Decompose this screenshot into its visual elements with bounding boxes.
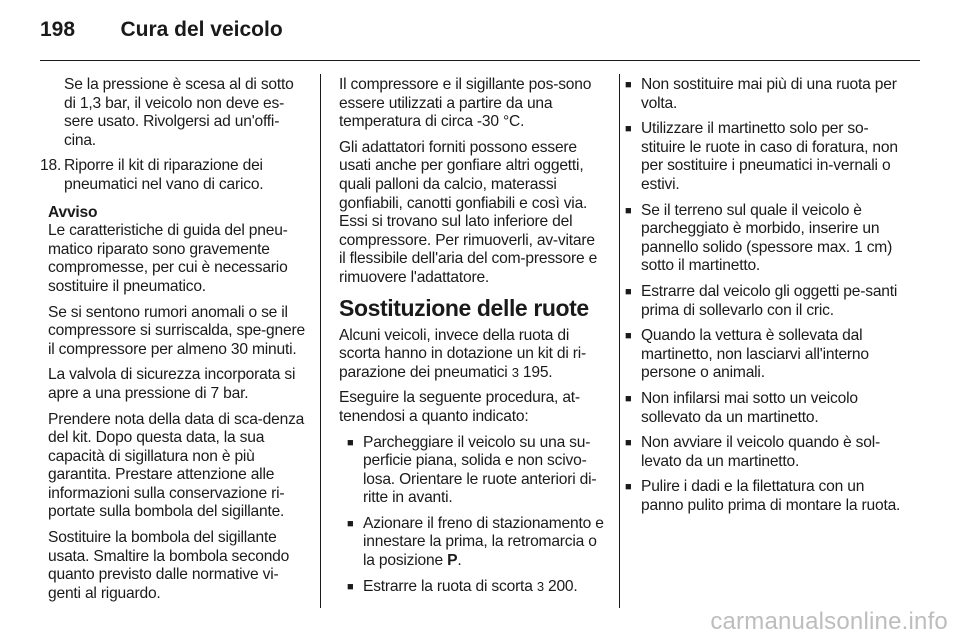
list-item-text-part: Estrarre la ruota di scorta <box>363 577 533 595</box>
bullet-icon: ■ <box>625 285 632 298</box>
bullet-icon: ■ <box>625 437 632 450</box>
note-paragraph: La valvola di sicurezza incorporata si apre a una pressione di 7 bar. <box>48 366 296 402</box>
list-item-text <box>363 515 605 571</box>
step-number: 18. <box>40 157 62 175</box>
list-item-text: Parcheggiare il veicolo su una su-perficie piana, solida e non scivo-losa. Orientare le ruote anteriori di-ritte in avanti. <box>363 433 597 507</box>
note-block <box>40 204 306 604</box>
page-title: Cura del veicolo <box>120 18 283 41</box>
column-divider <box>320 74 321 608</box>
list-item-text: Se il terreno sul quale il veicolo è parcheggiato è morbido, inserire un pannello solido (spessore max. 1 cm) sotto il martinetto. <box>641 201 893 275</box>
column-right <box>625 76 903 522</box>
list-item <box>625 327 903 383</box>
page-header <box>40 18 283 48</box>
list-item <box>625 478 903 515</box>
bullet-icon: ■ <box>625 123 632 136</box>
column-middle <box>339 76 605 603</box>
list-item-text: Utilizzare il martinetto solo per so-stituire le ruote in caso di foratura, non per sostituire i pneumatici in-vernali o estivi. <box>641 120 898 193</box>
page-ref: 200. <box>547 577 578 595</box>
bullet-icon: ■ <box>625 392 632 405</box>
column-left <box>40 76 306 610</box>
note-paragraph: Le caratteristiche di guida del pneu-matico riparato sono gravemente compromesse, per cui è necessario sostituire il pneumatico. <box>48 222 288 295</box>
page-number: 198 <box>40 18 76 41</box>
procedure-paragraph: Eseguire la seguente procedura, at-tenendosi a quanto indicato: <box>339 389 580 425</box>
list-item <box>625 202 903 276</box>
list-item-text: Non infilarsi mai sotto un veicolo sollevato da un martinetto. <box>641 389 858 426</box>
list-item <box>625 390 903 427</box>
procedure-list <box>339 434 605 597</box>
list-item <box>625 120 903 194</box>
paragraph: Gli adattatori forniti possono essere usati anche per gonfiare altri oggetti, quali palloni da calcio, materassi gonfiabili, canotti gonfiabili e così via. Essi si trovano sul lato inferiore del compressore. Per rimuoverli, av-vitare il flessibile dell'aria del com-pressore e rimuovere l'adattatore. <box>339 138 598 286</box>
list-item <box>347 434 605 508</box>
list-item <box>625 283 903 320</box>
list-item-text: Estrarre dal veicolo gli oggetti pe-santi prima di sollevarlo con il cric. <box>641 282 898 319</box>
watermark: carmanualsonline.info <box>710 608 948 635</box>
bullet-icon: ■ <box>347 436 354 449</box>
list-item-text <box>363 578 578 597</box>
list-item-text-part: Azionare il freno di stazionamento e innestare la prima, la retromarcia o la posizione <box>363 514 604 570</box>
bullet-icon: ■ <box>625 79 632 91</box>
note-title: Avviso <box>48 203 98 221</box>
step-continuation: Se la pressione è scesa al di sotto di 1,3 bar, il veicolo non deve es-sere usato. Rivolgersi ad un'offi-cina. <box>64 76 294 149</box>
intro-text: Alcuni veicoli, invece della ruota di scorta hanno in dotazione un kit di ri-parazione dei pneumatici <box>339 326 587 381</box>
list-item-text-end: . <box>457 552 462 570</box>
list-item-text: Quando la vettura è sollevata dal martinetto, non lasciarvi all'interno persone o animali. <box>641 327 869 382</box>
list-item <box>625 76 903 113</box>
note-paragraph: Sostituire la bombola del sigillante usata. Smaltire la bombola secondo quanto previsto dalle normative vi-genti al riguardo. <box>48 529 290 602</box>
bullet-icon: ■ <box>625 204 632 217</box>
step-text: Riporre il kit di riparazione dei pneumatici nel vano di carico. <box>64 157 264 193</box>
step-18 <box>40 157 306 194</box>
note-paragraph: Prendere nota della data di sca-denza del kit. Dopo questa data, la sua capacità di sigillatura non è più garantita. Prestare attenzione alle informazioni sulla conservazione ri-portate sulla bombola del sigillante. <box>48 410 305 521</box>
intro-paragraph <box>339 327 605 383</box>
list-item <box>347 578 605 597</box>
section-heading: Sostituzione delle ruote <box>339 294 589 321</box>
page-ref: 195. <box>522 363 553 381</box>
column-divider <box>619 74 620 608</box>
note-paragraph: Se si sentono rumori anomali o se il compressore si surriscalda, spe-gnere il compressore per almeno 30 minuti. <box>48 303 305 358</box>
safety-list <box>625 76 903 515</box>
list-item-text: Non avviare il veicolo quando è sol-levato da un martinetto. <box>641 434 880 470</box>
header-rule <box>40 60 920 61</box>
gear-position: P <box>447 552 458 570</box>
page-ref-icon: 3 <box>536 578 544 594</box>
list-item-text: Non sostituire mai più di una ruota per volta. <box>641 76 897 112</box>
list-item <box>625 434 903 471</box>
list-item-text: Pulire i dadi e la filettatura con un panno pulito prima di montare la ruota. <box>641 478 901 514</box>
bullet-icon: ■ <box>625 330 632 343</box>
list-item <box>347 515 605 571</box>
bullet-icon: ■ <box>347 580 354 593</box>
paragraph: Il compressore e il sigillante pos-sono essere utilizzati a partire da una temperatura di circa -30 °C. <box>339 76 592 131</box>
bullet-icon: ■ <box>625 481 632 494</box>
page-ref-icon: 3 <box>511 364 519 380</box>
bullet-icon: ■ <box>347 517 354 530</box>
